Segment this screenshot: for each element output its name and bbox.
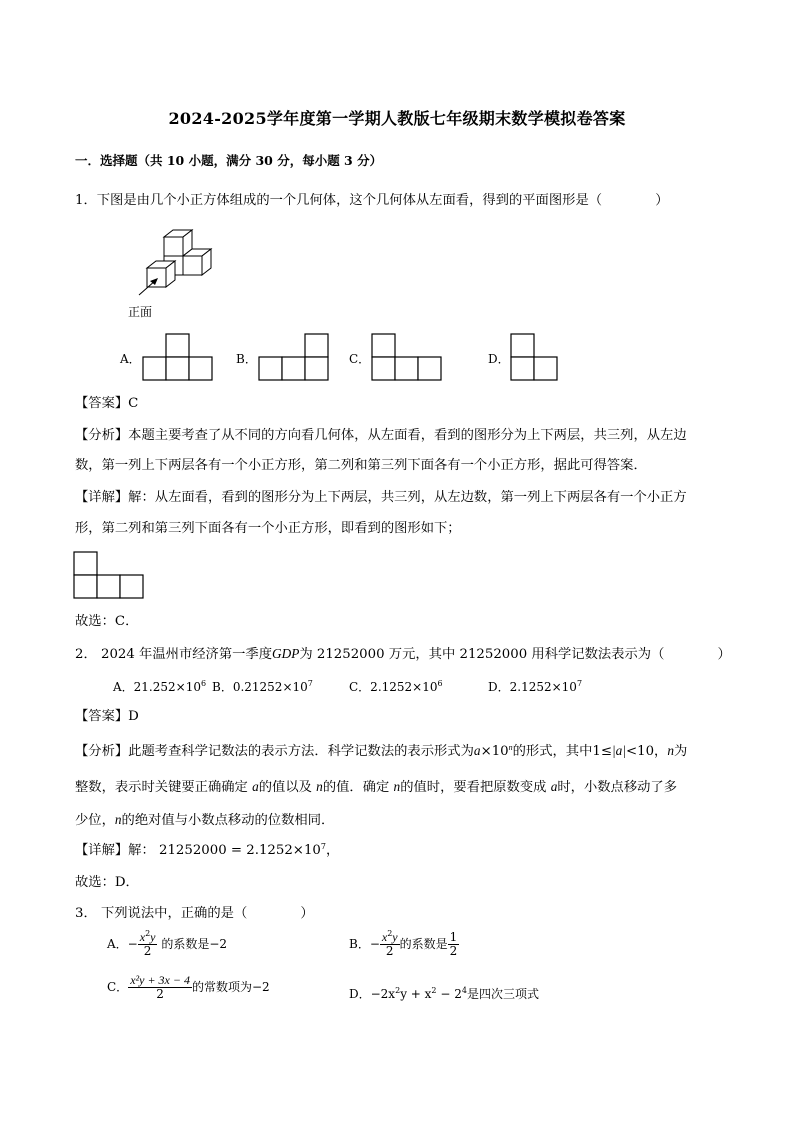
q2-option-b: B．$0.21252\times 10^7$: [212, 679, 313, 694]
q2-choice: 故选：D．: [75, 875, 139, 890]
q2-detail: 【详解】解： $21252000 = 2.1252\times 10^7$，: [75, 842, 340, 858]
q1-analysis-line2: 数，第一列上下两层各有一个小正方形，第二列和第三列下面各有一个小正方形，据此可得答案．: [75, 458, 647, 473]
q3-option-b: B．− $\frac{x^2y}{2}$ 的系数是 $\frac{1}{2}$: [349, 929, 458, 958]
q1-option-d-label: D．: [488, 352, 510, 366]
q1-front-label: 正面: [128, 305, 153, 319]
q1-option-c-label: C．: [349, 352, 371, 366]
q1-option-b-figure: [258, 333, 330, 381]
q1-stem: 1．下图是由几个小正方体组成的一个几何体，这个几何体从左面看，得到的平面图形是（ ）: [75, 193, 669, 208]
q2-answer: 【答案】D: [75, 709, 139, 724]
q1-detail-line1: 【详解】解：从左面看，看到的图形分为上下两层，共三列，从左边数，第一列上下两层各有一个小正方: [75, 490, 687, 505]
q2-analysis-line2: 整数，表示时关键要正确确定 a的值以及 n的值．确定 n的值时，要看把原数变成 a时，小数点移动了多: [75, 779, 678, 795]
page-title: 2024-2025学年度第一学期人教版七年级期末数学模拟卷答案: [168, 109, 626, 128]
q2-analysis-line1: 【分析】此题考查科学记数法的表示方法．科学记数法的表示形式为$a\times 10^n$的形式，其中1≤|a|<10，n为: [75, 743, 688, 759]
q1-option-a-label: A．: [120, 352, 141, 366]
q2-stem: 2． 2024 年温州市经济第一季度GDP为 21252000 万元，其中 21252000 用科学记数法表示为（ ）: [75, 646, 731, 662]
q3-option-a: A．− $\frac{x^2y}{2}$ 的系数是−2: [107, 929, 228, 958]
q1-detail-line2: 形，第二列和第三列下面各有一个小正方形，即看到的图形如下；: [75, 521, 461, 536]
q3-option-d: D．$-2x^2y + x^2 - 2^4$是四次三项式: [349, 986, 539, 1001]
q1-choice: 故选：C．: [75, 614, 139, 629]
q2-option-a: A．$21.252\times 10^6$: [113, 679, 207, 694]
q1-option-a-figure: [142, 333, 214, 381]
q2-option-d: D．$2.1252\times 10^7$: [488, 679, 583, 694]
q1-option-d-figure: [510, 333, 559, 381]
section-heading: 一．选择题（共 10 小题，满分 30 分，每小题 3 分）: [75, 153, 383, 168]
q1-analysis-line1: 【分析】本题主要考查了从不同的方向看几何体，从左面看，看到的图形分为上下两层，共三列，从左边: [75, 428, 687, 443]
q1-option-b-label: B．: [236, 352, 257, 366]
q2-option-c: C．$2.1252\times 10^6$: [349, 679, 443, 694]
q1-solution-figure: [73, 551, 145, 599]
q3-stem: 3． 下列说法中，正确的是（ ）: [75, 906, 314, 921]
q1-option-c-figure: [371, 333, 443, 381]
q3-option-c: C． $\frac{\text{x²y + 3x − 4}}{2}$ 的常数项为−2: [107, 973, 270, 1001]
q1-answer: 【答案】C: [75, 396, 139, 411]
q2-analysis-line3: 少位，n的绝对值与小数点移动的位数相同．: [75, 812, 335, 828]
